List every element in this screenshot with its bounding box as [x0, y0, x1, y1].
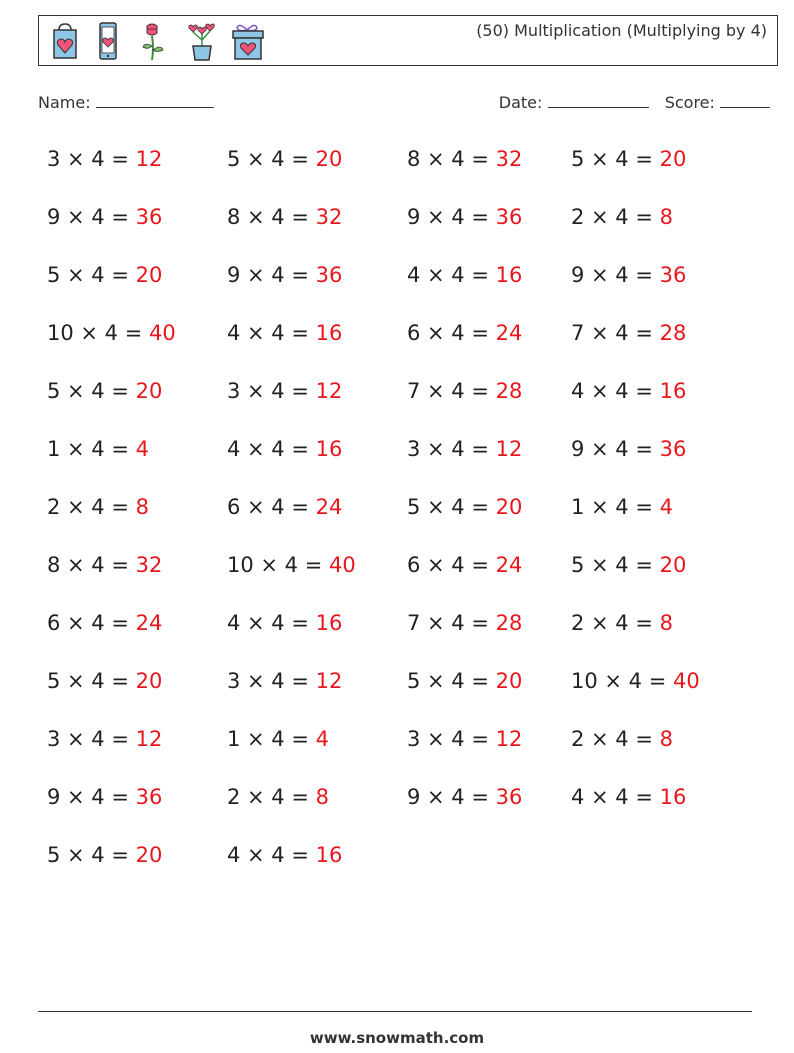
problem-item	[227, 495, 342, 519]
problem-question: 3 × 4 =	[227, 379, 316, 403]
problem-question: 9 × 4 =	[571, 437, 660, 461]
problem-answer: 4	[315, 727, 329, 751]
problem-item	[571, 321, 686, 345]
problem-item	[47, 147, 162, 171]
problem-answer: 20	[659, 147, 687, 171]
problem-question: 5 × 4 =	[571, 147, 660, 171]
problem-item	[47, 379, 162, 403]
problem-answer: 20	[495, 495, 523, 519]
problem-answer: 16	[315, 321, 343, 345]
problem-question: 4 × 4 =	[227, 321, 316, 345]
problem-item	[571, 379, 686, 403]
problem-item	[571, 147, 686, 171]
problem-question: 4 × 4 =	[227, 843, 316, 867]
problem-question: 9 × 4 =	[571, 263, 660, 287]
shopping-bag-heart-icon	[45, 20, 90, 64]
problem-answer: 8	[315, 785, 329, 809]
problem-item	[47, 611, 162, 635]
problem-question: 5 × 4 =	[227, 147, 316, 171]
problem-item	[407, 553, 522, 577]
problem-answer: 4	[135, 437, 149, 461]
problem-item	[407, 437, 522, 461]
problem-answer: 32	[135, 553, 163, 577]
footer-divider	[38, 1011, 752, 1012]
problem-answer: 12	[135, 727, 163, 751]
score-blank	[720, 93, 770, 108]
problem-answer: 20	[135, 843, 163, 867]
header-icons	[45, 20, 270, 64]
problem-answer: 36	[135, 785, 163, 809]
problem-question: 8 × 4 =	[227, 205, 316, 229]
problem-answer: 20	[315, 147, 343, 171]
problem-answer: 36	[135, 205, 163, 229]
problem-item	[571, 553, 686, 577]
problem-item	[47, 669, 162, 693]
problem-item	[227, 147, 342, 171]
problem-question: 8 × 4 =	[47, 553, 136, 577]
date-blank	[548, 93, 649, 108]
problem-item	[571, 785, 686, 809]
problem-question: 4 × 4 =	[571, 785, 660, 809]
problem-answer: 28	[659, 321, 687, 345]
problem-answer: 20	[495, 669, 523, 693]
phone-heart-icon	[90, 20, 135, 64]
problem-item	[227, 727, 329, 751]
problem-answer: 36	[659, 437, 687, 461]
worksheet-header	[38, 15, 778, 66]
problem-question: 9 × 4 =	[47, 785, 136, 809]
problem-item	[227, 843, 342, 867]
problem-item	[571, 727, 673, 751]
problem-item	[407, 785, 522, 809]
problem-item	[407, 147, 522, 171]
problem-question: 1 × 4 =	[227, 727, 316, 751]
problem-answer: 12	[495, 437, 523, 461]
problem-answer: 4	[659, 495, 673, 519]
problem-question: 5 × 4 =	[47, 379, 136, 403]
problem-answer: 16	[495, 263, 523, 287]
problem-answer: 8	[135, 495, 149, 519]
problem-question: 2 × 4 =	[571, 611, 660, 635]
problem-answer: 24	[495, 553, 523, 577]
problem-question: 6 × 4 =	[47, 611, 136, 635]
problem-question: 5 × 4 =	[407, 669, 496, 693]
problem-item	[407, 727, 522, 751]
problem-question: 5 × 4 =	[47, 669, 136, 693]
problem-question: 10 × 4 =	[571, 669, 673, 693]
date-score-fields	[499, 93, 770, 112]
problem-answer: 12	[495, 727, 523, 751]
problem-question: 1 × 4 =	[47, 437, 136, 461]
problem-answer: 16	[659, 785, 687, 809]
problem-item	[227, 553, 356, 577]
problem-answer: 16	[315, 437, 343, 461]
problem-item	[47, 437, 149, 461]
problem-item	[407, 205, 522, 229]
problem-item	[407, 321, 522, 345]
problem-answer: 32	[315, 205, 343, 229]
problem-question: 5 × 4 =	[571, 553, 660, 577]
problem-item	[227, 785, 329, 809]
problem-item	[227, 263, 342, 287]
heart-plant-pot-icon	[180, 20, 225, 64]
problem-item	[227, 669, 342, 693]
problem-item	[227, 205, 342, 229]
problem-question: 3 × 4 =	[407, 727, 496, 751]
problem-question: 6 × 4 =	[407, 553, 496, 577]
problem-item	[407, 379, 522, 403]
name-label: Name:	[38, 93, 91, 112]
score-label: Score:	[664, 93, 715, 112]
problem-item	[47, 321, 176, 345]
date-label: Date:	[498, 93, 543, 112]
problem-answer: 36	[495, 205, 523, 229]
problem-item	[227, 611, 342, 635]
problem-question: 1 × 4 =	[571, 495, 660, 519]
problem-item	[47, 553, 162, 577]
problem-answer: 40	[148, 321, 176, 345]
problem-question: 4 × 4 =	[407, 263, 496, 287]
problem-question: 4 × 4 =	[571, 379, 660, 403]
problem-question: 6 × 4 =	[407, 321, 496, 345]
problem-item	[407, 263, 522, 287]
problem-answer: 20	[135, 379, 163, 403]
name-blank	[96, 93, 214, 108]
worksheet-title: (50) Multiplication (Multiplying by 4)	[476, 21, 767, 40]
problem-answer: 24	[495, 321, 523, 345]
footer-url: www.snowmath.com	[309, 1029, 485, 1047]
problem-question: 2 × 4 =	[47, 495, 136, 519]
problem-item	[47, 843, 162, 867]
problem-question: 3 × 4 =	[47, 147, 136, 171]
problem-question: 10 × 4 =	[47, 321, 149, 345]
problem-item	[407, 495, 522, 519]
problem-answer: 12	[135, 147, 163, 171]
problem-question: 5 × 4 =	[47, 843, 136, 867]
problem-item	[571, 263, 686, 287]
problem-question: 8 × 4 =	[407, 147, 496, 171]
problem-answer: 12	[315, 379, 343, 403]
problem-question: 2 × 4 =	[227, 785, 316, 809]
problem-question: 7 × 4 =	[407, 611, 496, 635]
problem-question: 9 × 4 =	[407, 205, 496, 229]
problem-item	[47, 727, 162, 751]
problem-item	[227, 379, 342, 403]
problem-item	[227, 321, 342, 345]
problem-item	[47, 263, 162, 287]
problem-answer: 12	[315, 669, 343, 693]
problem-question: 7 × 4 =	[407, 379, 496, 403]
rose-icon	[135, 20, 180, 64]
name-field	[38, 93, 214, 112]
problem-question: 3 × 4 =	[227, 669, 316, 693]
problem-answer: 32	[495, 147, 523, 171]
problem-answer: 36	[495, 785, 523, 809]
problem-item	[571, 205, 673, 229]
problem-item	[571, 611, 673, 635]
problem-question: 5 × 4 =	[407, 495, 496, 519]
problem-answer: 20	[659, 553, 687, 577]
problem-answer: 20	[135, 669, 163, 693]
problem-question: 9 × 4 =	[227, 263, 316, 287]
problem-item	[47, 495, 149, 519]
problem-answer: 40	[328, 553, 356, 577]
problem-question: 10 × 4 =	[227, 553, 329, 577]
problem-question: 2 × 4 =	[571, 205, 660, 229]
problem-question: 3 × 4 =	[407, 437, 496, 461]
problem-item	[407, 611, 522, 635]
problem-question: 6 × 4 =	[227, 495, 316, 519]
problem-answer: 28	[495, 379, 523, 403]
problem-question: 4 × 4 =	[227, 611, 316, 635]
problem-question: 9 × 4 =	[407, 785, 496, 809]
problem-answer: 20	[135, 263, 163, 287]
problem-item	[47, 205, 162, 229]
problem-question: 7 × 4 =	[571, 321, 660, 345]
problem-answer: 16	[315, 843, 343, 867]
problem-answer: 40	[672, 669, 700, 693]
problem-item	[571, 495, 673, 519]
problem-item	[227, 437, 342, 461]
problem-item	[47, 785, 162, 809]
problem-item	[571, 669, 700, 693]
problem-answer: 8	[659, 727, 673, 751]
problem-question: 3 × 4 =	[47, 727, 136, 751]
problem-answer: 8	[659, 205, 673, 229]
problem-item	[407, 669, 522, 693]
problem-answer: 16	[659, 379, 687, 403]
problem-answer: 36	[315, 263, 343, 287]
problem-answer: 28	[495, 611, 523, 635]
gift-box-heart-icon	[225, 20, 270, 64]
problem-question: 5 × 4 =	[47, 263, 136, 287]
problem-answer: 8	[659, 611, 673, 635]
problem-item	[571, 437, 686, 461]
problem-answer: 24	[315, 495, 343, 519]
problem-question: 9 × 4 =	[47, 205, 136, 229]
problem-answer: 16	[315, 611, 343, 635]
problem-answer: 36	[659, 263, 687, 287]
problem-question: 4 × 4 =	[227, 437, 316, 461]
problem-answer: 24	[135, 611, 163, 635]
problem-question: 2 × 4 =	[571, 727, 660, 751]
